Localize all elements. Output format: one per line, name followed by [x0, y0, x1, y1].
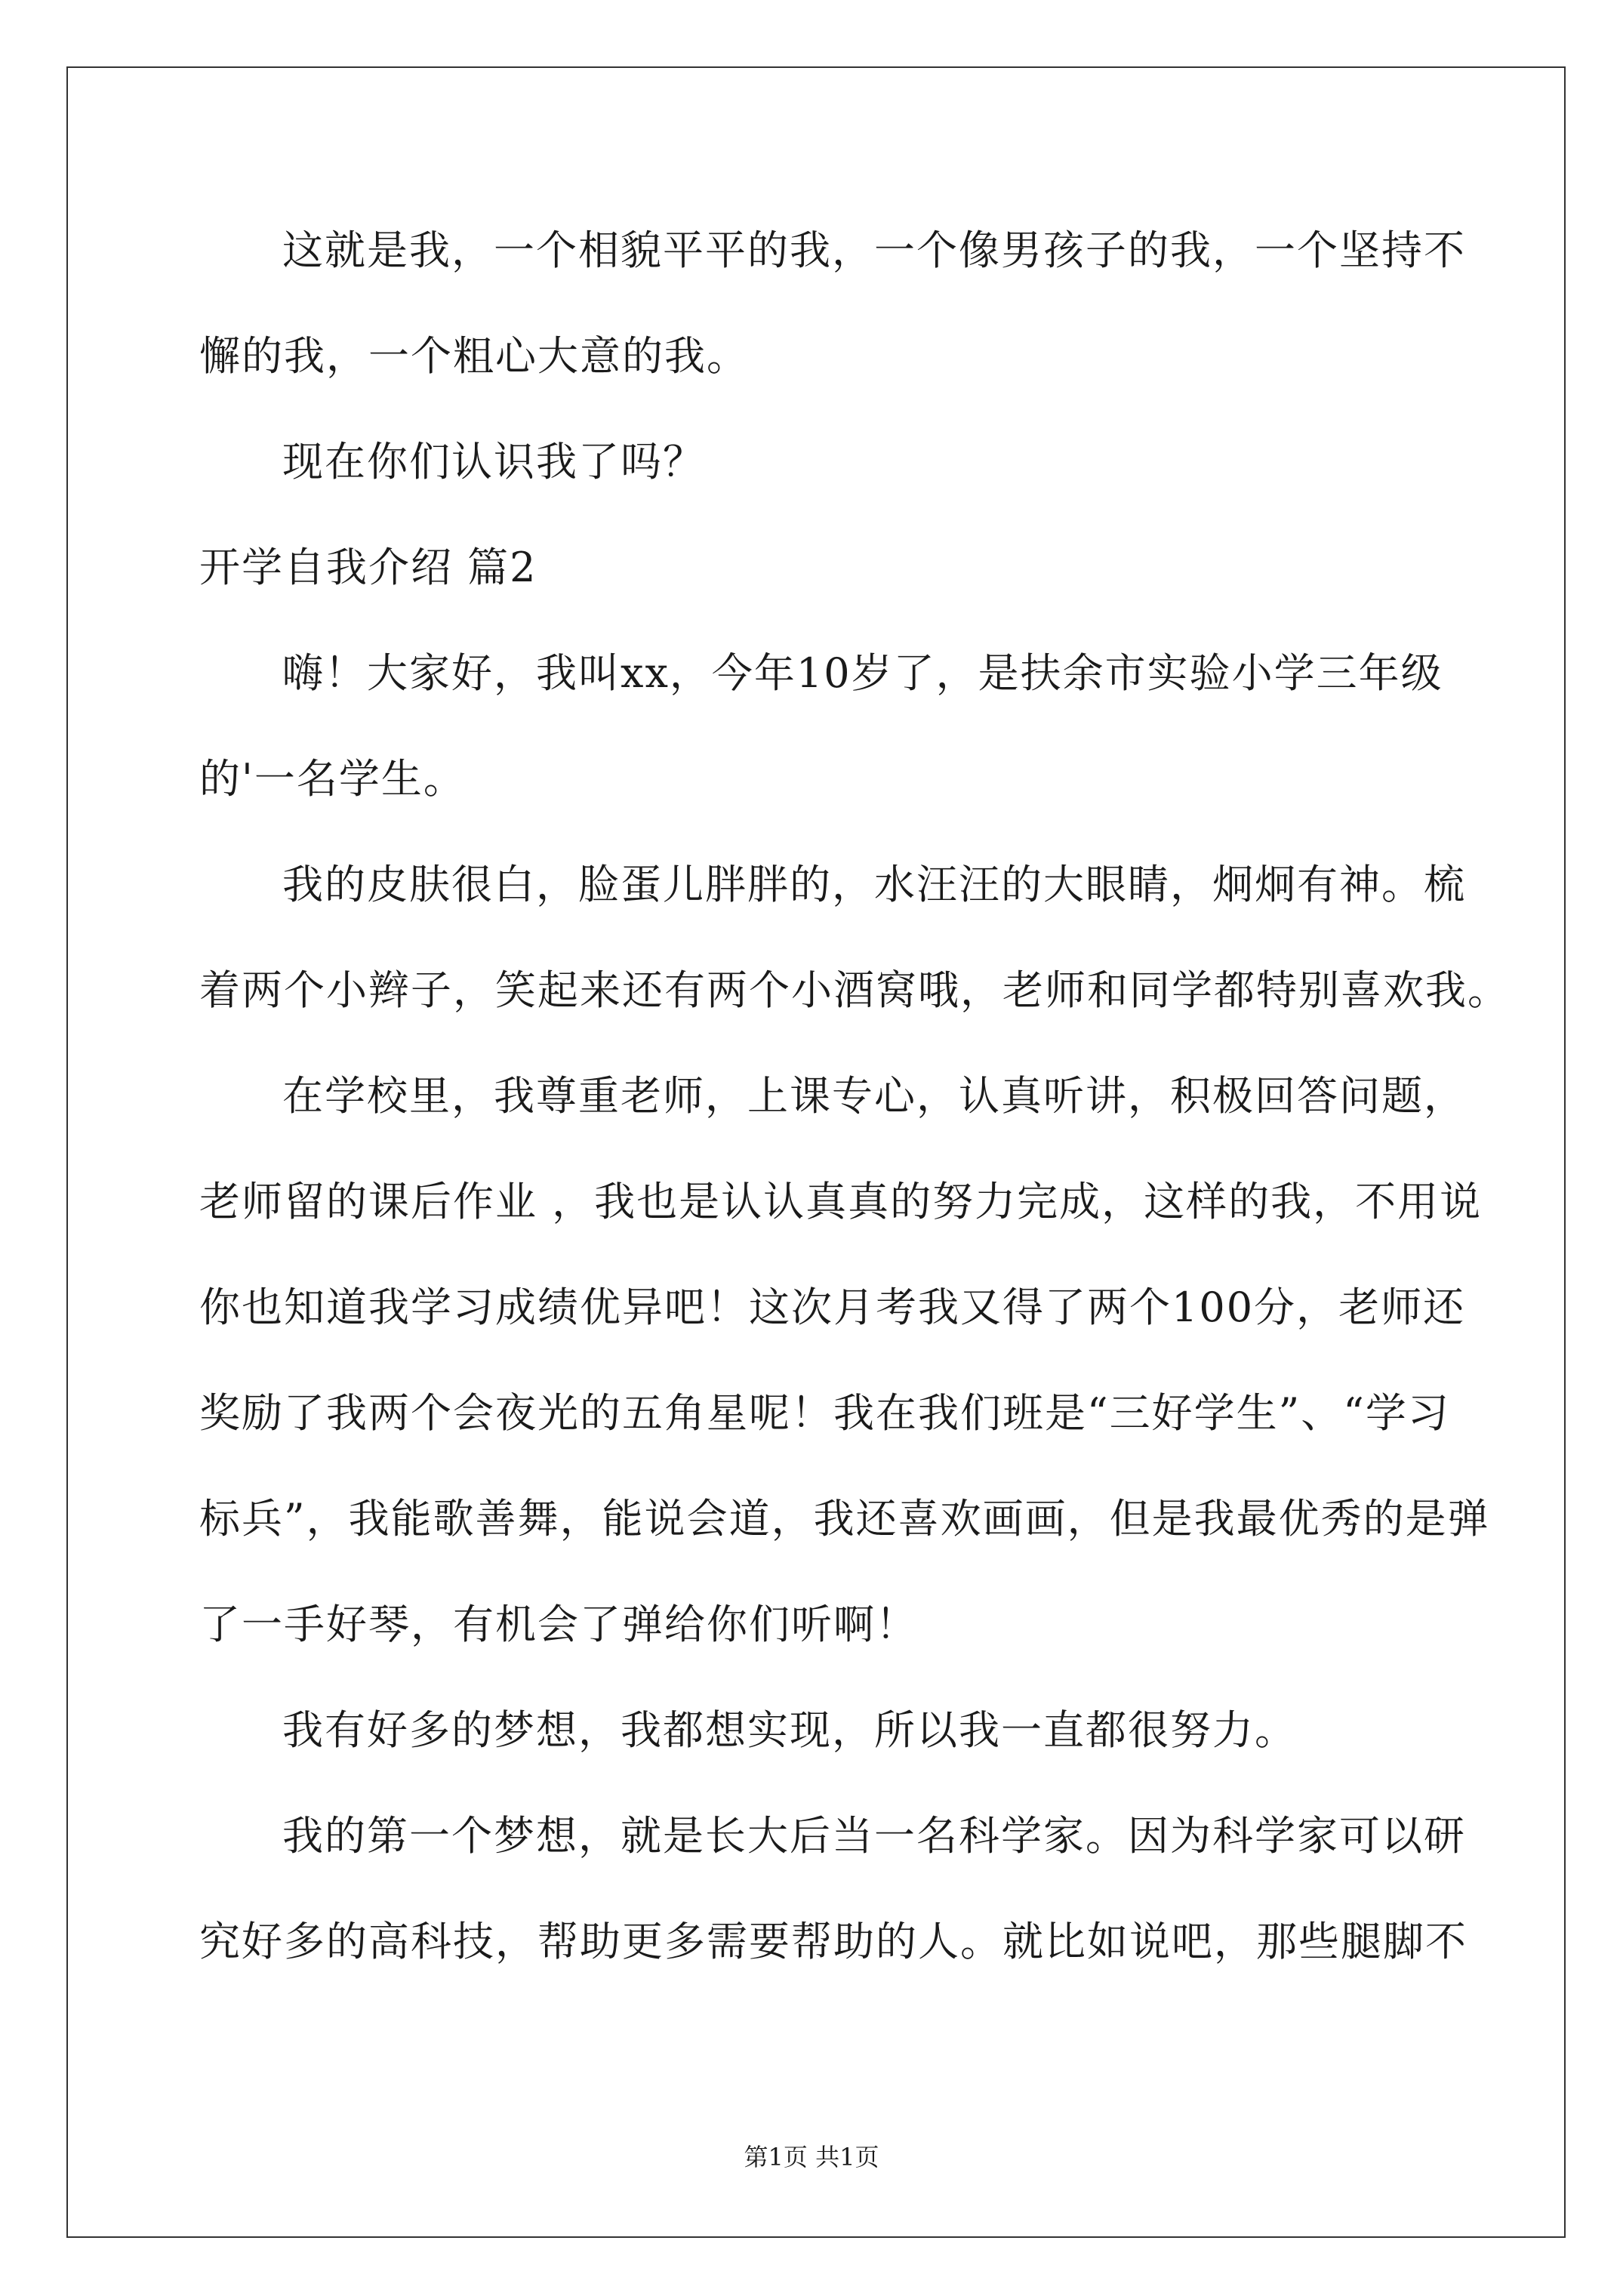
paragraph-5-line-6: 了一手好琴，有机会了弹给你们听啊！	[199, 1601, 918, 1648]
paragraph-7-line-1: 我的第一个梦想，就是长大后当一名科学家。因为科学家可以研	[282, 1812, 1466, 1860]
paragraph-6-line-1: 我有好多的梦想，我都想实现，所以我一直都很努力。	[282, 1706, 1297, 1754]
paragraph-4-line-2: 着两个小辫子，笑起来还有两个小酒窝哦，老师和同学都特别喜欢我。	[199, 966, 1510, 1014]
paragraph-4-line-1: 我的皮肤很白，脸蛋儿胖胖的，水汪汪的大眼睛，炯炯有神。梳	[282, 861, 1466, 908]
paragraph-5-line-3: 你也知道我学习成绩优异吧！这次月考我又得了两个100分，老师还	[199, 1284, 1466, 1331]
section-title: 开学自我介绍 篇2	[199, 544, 537, 591]
paragraph-7-line-2: 究好多的高科技，帮助更多需要帮助的人。就比如说吧，那些腿脚不	[199, 1918, 1467, 1965]
page-footer: 第1页 共1页	[744, 2143, 879, 2171]
paragraph-3-line-2: 的'一名学生。	[199, 755, 466, 803]
page-frame	[66, 66, 1566, 2238]
paragraph-3-line-1: 嗨！大家好，我叫xx，今年10岁了，是扶余市实验小学三年级	[282, 649, 1443, 697]
paragraph-5-line-4: 奖励了我两个会夜光的五角星呢！我在我们班是“三好学生”、“学习	[199, 1389, 1450, 1437]
paragraph-5-line-5: 标兵”，我能歌善舞，能说会道，我还喜欢画画，但是我最优秀的是弹	[199, 1495, 1490, 1542]
paragraph-1-line-2: 懈的我，一个粗心大意的我。	[199, 332, 749, 380]
paragraph-5-line-2: 老师留的课后作业 ，我也是认认真真的努力完成，这样的我，不用说	[199, 1178, 1483, 1225]
paragraph-1-line-1: 这就是我，一个相貌平平的我，一个像男孩子的我，一个坚持不	[282, 227, 1466, 274]
paragraph-5-line-1: 在学校里，我尊重老师，上课专心，认真听讲，积极回答问题，	[282, 1072, 1466, 1120]
paragraph-2-line-1: 现在你们认识我了吗？	[282, 438, 705, 485]
